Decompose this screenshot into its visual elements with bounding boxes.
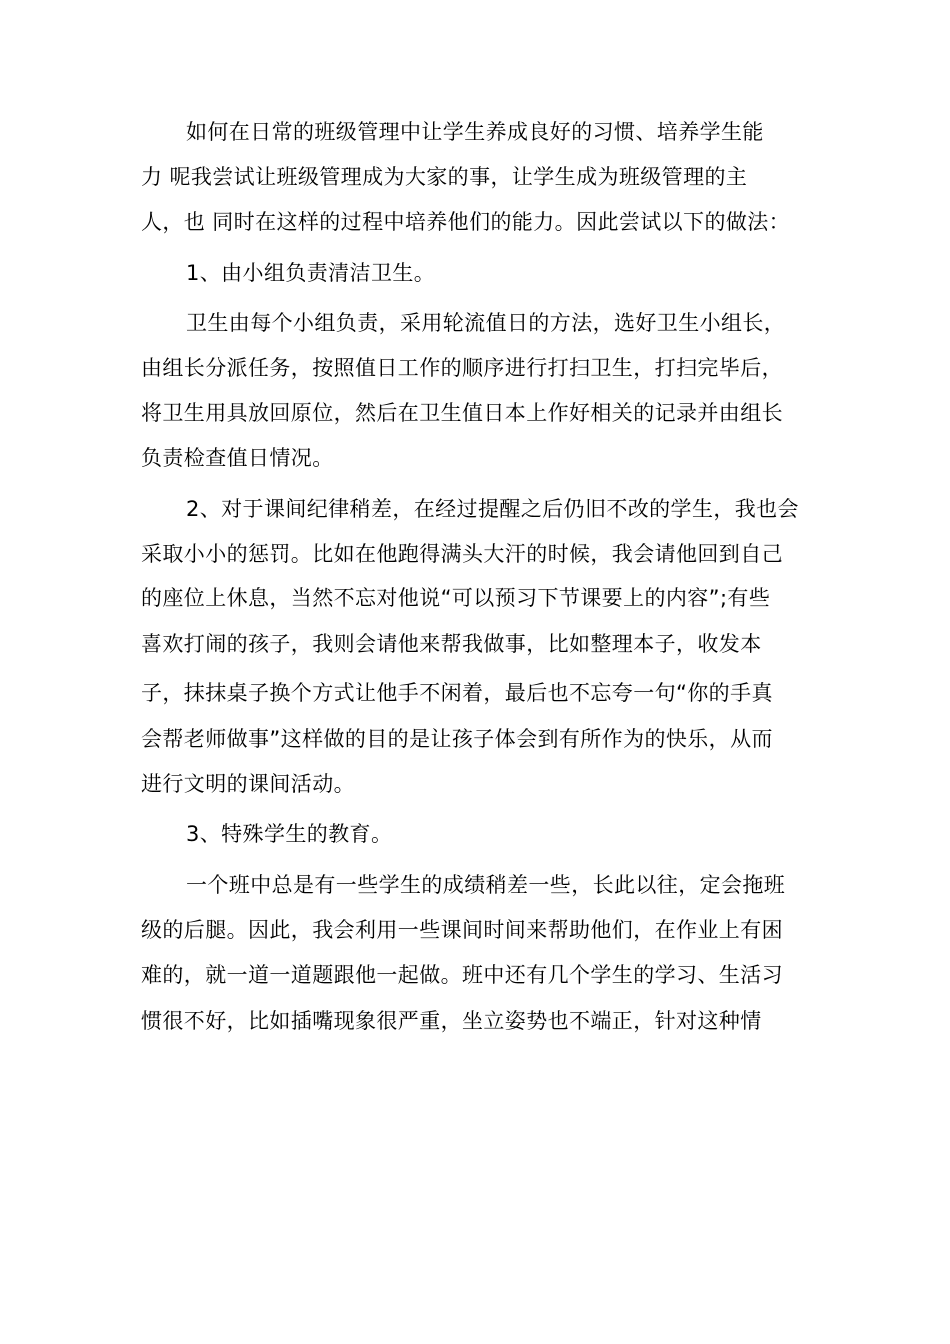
- paragraph-1-line-3: 人，也 同时在这样的过程中培养他们的能力。因此尝试以下的做法：: [141, 210, 791, 234]
- section-2-line-3: 的座位上休息，当然不忘对他说“可以预习下节课要上的内容”;有些: [141, 586, 771, 610]
- paragraph-1-line-1: 如何在日常的班级管理中让学生养成良好的习惯、培养学生能: [186, 120, 764, 144]
- section-2-line-5: 子，抹抹桌子换个方式让他手不闲着，最后也不忘夸一句“你的手真: [141, 681, 773, 705]
- paragraph-3-line-4: 惯很不好，比如插嘴现象很严重，坐立姿势也不端正，针对这种情: [141, 1009, 762, 1033]
- section-2-line-2: 采取小小的惩罚。比如在他跑得满头大汗的时候，我会请他回到自己: [141, 542, 783, 566]
- paragraph-2-line-4: 负责检查值日情况。: [141, 446, 334, 470]
- paragraph-2-line-2: 由组长分派任务，按照值日工作的顺序进行打扫卫生，打扫完毕后，: [141, 356, 783, 380]
- paragraph-2-line-1: 卫生由每个小组负责，采用轮流值日的方法，选好卫生小组长，: [186, 311, 786, 335]
- paragraph-1-line-2: 力 呢我尝试让班级管理成为大家的事，让学生成为班级管理的主: [141, 165, 748, 189]
- paragraph-3-line-2: 级的后腿。因此，我会利用一些课间时间来帮助他们，在作业上有困: [141, 918, 783, 942]
- paragraph-3-line-3: 难的，就一道一道题跟他一起做。班中还有几个学生的学习、生活习: [141, 963, 783, 987]
- paragraph-3-line-1: 一个班中总是有一些学生的成绩稍差一些，长此以往，定会拖班: [186, 873, 786, 897]
- section-2-line-4: 喜欢打闹的孩子，我则会请他来帮我做事，比如整理本子，收发本: [141, 632, 762, 656]
- section-2-line-6: 会帮老师做事”这样做的目的是让孩子体会到有所作为的快乐，从而: [141, 727, 773, 751]
- section-1-heading: 1、由小组负责清洁卫生。: [186, 261, 436, 285]
- paragraph-2-line-3: 将卫生用具放回原位，然后在卫生值日本上作好相关的记录并由组长: [141, 401, 783, 425]
- section-2-line-7: 进行文明的课间活动。: [141, 772, 355, 796]
- section-2-line-1: 2、对于课间纪律稍差，在经过提醒之后仍旧不改的学生，我也会: [186, 497, 799, 521]
- section-3-heading: 3、特殊学生的教育。: [186, 822, 393, 846]
